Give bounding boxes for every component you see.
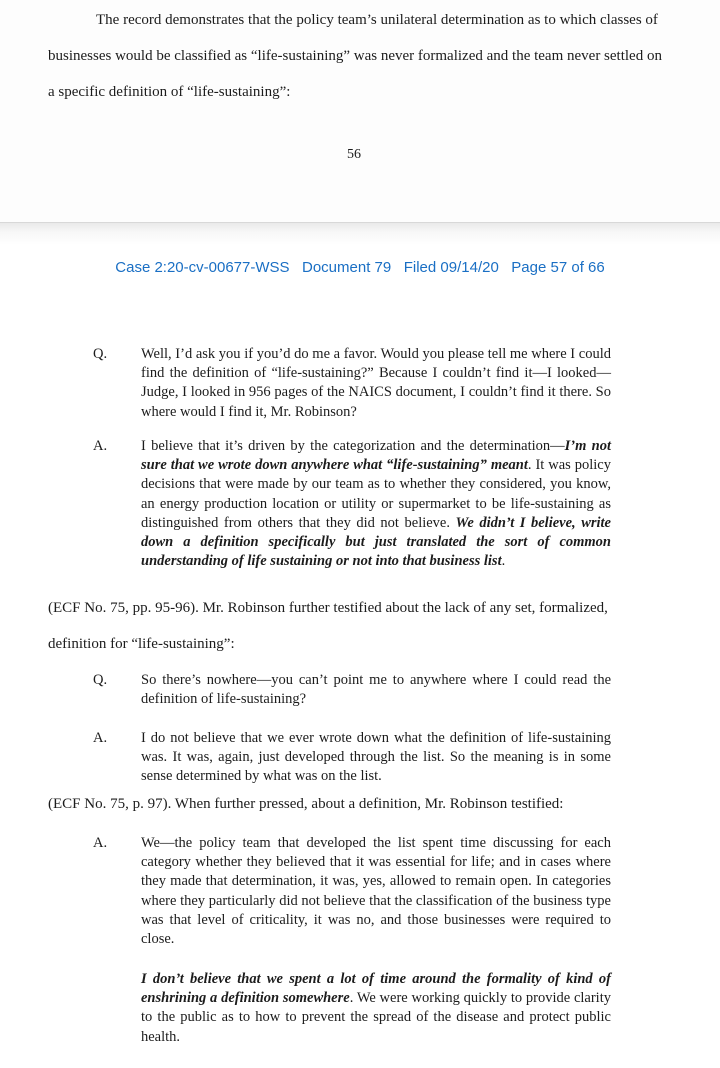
intro-paragraph: The record demonstrates that the policy team’s unilateral determination as to which classes of businesses would be classified as “life-sustaining” was never formalized and the team never settled on a specific definition of “life-sustaining”:	[48, 12, 662, 100]
page-number: 56	[347, 147, 361, 162]
answer-text: I don’t believe that we spent a lot of time around the formality of kind of enshrining a definition somewhere. We were working quickly to provide clarity to the public as to how to prevent the spread of the disease and protect public health.	[141, 971, 611, 1045]
question-label: Q.	[93, 346, 108, 362]
question-label: Q.	[93, 672, 108, 688]
answer-text: I believe that it’s driven by the categorization and the determination—I’m not sure that we wrote down anywhere what “life-sustaining” meant. It was policy decisions that were made by our team as to whether they considered, you know, an energy production location or utility or supermarket to be life-sustaining as distinguished from others that they did not believe. We didn’t I believe, write down a definition specifically but just translated the sort of common understanding of life sustaining or not into that business list.	[141, 438, 611, 570]
answer-text: We—the policy team that developed the list spent time discussing for each category whether they believed that it was essential for life; and in cases where they made that determination, it was, yes, allowed to remain open. In categories where they particularly did not believe that the classification of the business type was that level of criticality, it was no, and those businesses were required to close.	[141, 835, 611, 948]
narrative-paragraph: (ECF No. 75, pp. 95-96). Mr. Robinson further testified about the lack of any set, formalized, definition for “life-sustaining”:	[48, 600, 608, 652]
question-text: So there’s nowhere—you can’t point me to anywhere where I could read the definition of life-sustaining?	[141, 672, 611, 708]
emphasis-text: I’m not sure that we wrote down anywhere what “life-sustaining” meant	[141, 438, 611, 474]
answer-text: I do not believe that we ever wrote down what the definition of life-sustaining was. It was, again, just developed through the list. So the meaning is in some sense determined by what was on the list.	[141, 730, 611, 785]
answer-label: A.	[93, 835, 108, 851]
emphasis-text: We didn’t I believe, write down a definition specifically but just translated the sort of common understanding of life sustaining or not into that business list	[141, 514, 611, 570]
answer-label: A.	[93, 730, 108, 746]
question-text: Well, I’d ask you if you’d do me a favor. Would you please tell me where I could find the definition of “life-sustaining?” Because I couldn’t find it—I looked—Judge, I looked in 956 pages of the NAICS document, I couldn’t find it there. So where would I find it, Mr. Robinson?	[141, 346, 611, 420]
answer-label: A.	[93, 438, 108, 454]
page-break	[0, 222, 720, 245]
narrative-paragraph: (ECF No. 75, p. 97). When further pressed, about a definition, Mr. Robinson testified:	[48, 796, 564, 812]
case-header: Case 2:20-cv-00677-WSS Document 79 Filed 09/14/20 Page 57 of 66	[115, 259, 605, 276]
emphasis-text: I don’t believe that we spent a lot of time around the formality of kind of enshrining a definition somewhere	[141, 971, 611, 1007]
